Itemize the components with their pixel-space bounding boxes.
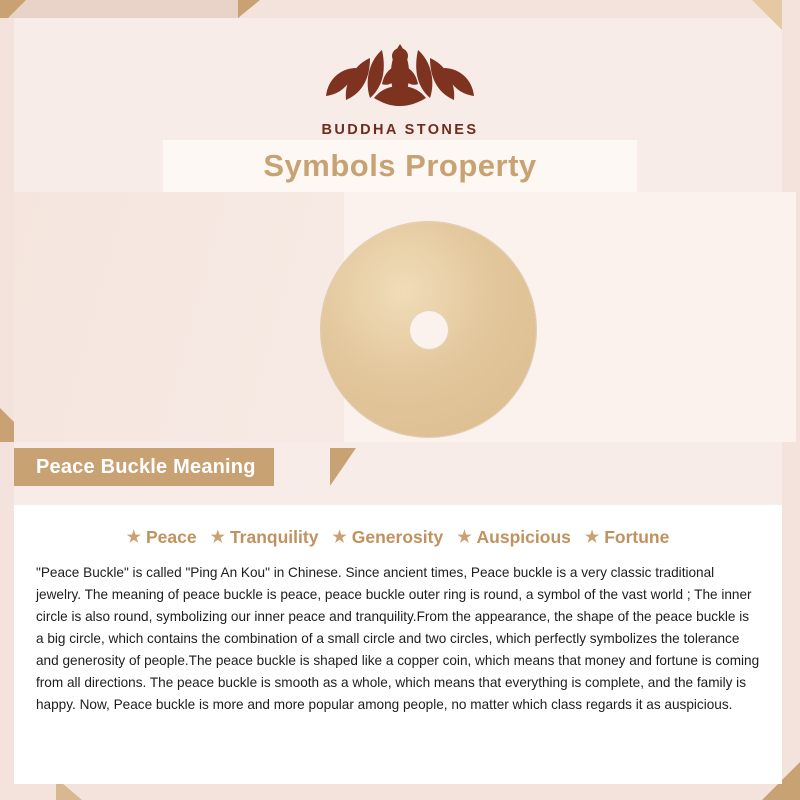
keyword-item [127,527,197,548]
section-ribbon-label: Peace Buckle Meaning [36,455,256,478]
body-paragraph: "Peace Buckle" is called "Ping An Kou" in Chinese. Since ancient times, Peace buckle is a very classic traditional jewelry. The meaning of peace buckle is peace, peace buckle outer ring is round, a symbol of the vast world ; The inner circle is also round, symbolizing our inner peace and tranquility.From the appearance, the shape of the peace buckle is a big circle, which contains the combination of a small circle and two circles, which perfectly symbolizes the tolerance and generosity of people.The peace buckle is shaped like a copper coin, which means that money and fortune is coming from all directions. The peace buckle is smooth as a whole, which means that everything is complete, and the family is happy. Now, Peace buckle is more and more popular among people, no matter which class regards it as auspicious. [36,565,760,713]
keyword-label: Tranquility [229,527,319,547]
star-icon: ★ [584,528,600,546]
star-icon: ★ [210,528,225,546]
peace-buckle-disc-icon [321,222,536,437]
keyword-list [14,505,782,548]
section-ribbon [14,448,274,486]
disc-center-hole [409,310,449,350]
keyword-item [211,527,319,548]
keyword-item [332,527,443,548]
brand-logo [0,24,800,138]
keyword-item [457,527,571,548]
bottom-border-band [0,784,800,800]
top-gold-wedge [238,0,260,18]
top-left-border-tab [0,0,240,18]
page-title: Symbols Property [263,148,537,183]
keyword-item [585,527,669,548]
section-ribbon-tail [330,448,356,486]
title-bar [163,140,637,192]
brand-name: BUDDHA STONES [321,122,479,138]
keyword-label: Fortune [604,527,670,547]
star-icon: ★ [457,528,472,546]
lotus-meditation-icon [0,24,800,116]
star-icon: ★ [126,528,141,546]
hero-panel [14,192,782,442]
keyword-label: Peace [145,527,197,547]
body-panel [14,505,782,784]
keyword-label: Generosity [351,527,444,547]
keyword-label: Auspicious [476,527,571,547]
star-icon: ★ [332,528,347,546]
